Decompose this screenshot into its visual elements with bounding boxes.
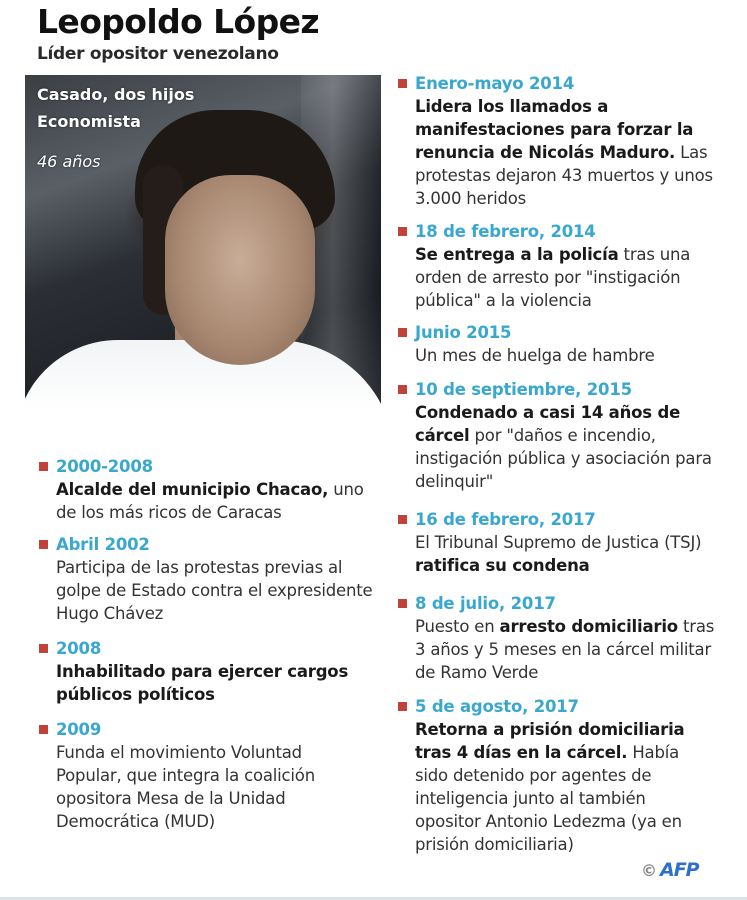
bullet-square-icon	[398, 328, 407, 337]
timeline-event	[415, 220, 727, 312]
event-description: El Tribunal Supremo de Justica (TSJ) ratifica su condena	[415, 533, 702, 575]
bullet-square-icon	[398, 227, 407, 236]
event-description: Inhabilitado para ejercer cargos públicos políticos	[56, 662, 349, 704]
bullet-square-icon	[39, 644, 48, 653]
timeline-event	[56, 533, 378, 625]
event-description: Retorna a prisión domiciliaria tras 4 días en la cárcel. Había sido detenido por agentes de inteligencia junto al también opositor Antonio Ledezma (ya en prisión domiciliaria)	[415, 720, 685, 854]
event-date: 8 de julio, 2017	[415, 592, 715, 615]
timeline-event	[415, 72, 715, 210]
age: 46 años	[37, 152, 101, 171]
event-description: Funda el movimiento Voluntad Popular, que integra la coalición opositora Mesa de la Unidad Democrática (MUD)	[56, 743, 315, 831]
event-description: Puesto en arresto domiciliario tras 3 años y 5 meses en la cárcel militar de Ramo Verde	[415, 617, 715, 682]
timeline-event	[56, 718, 366, 833]
profession: Economista	[37, 112, 141, 131]
event-date: 10 de septiembre, 2015	[415, 378, 733, 401]
bullet-square-icon	[398, 702, 407, 711]
bullet-square-icon	[398, 515, 407, 524]
bullet-square-icon	[39, 462, 48, 471]
timeline-event	[415, 378, 733, 493]
timeline-event	[415, 592, 715, 684]
event-date: Junio 2015	[415, 321, 727, 344]
marital-status: Casado, dos hijos	[37, 85, 195, 104]
timeline-event	[415, 695, 715, 856]
event-description: Lidera los llamados a manifestaciones para forzar la renuncia de Nicolás Maduro. Las protestas dejaron 43 muertos y unos 3.000 heridos	[415, 97, 713, 208]
event-date: Enero-mayo 2014	[415, 72, 715, 95]
bullet-square-icon	[39, 540, 48, 549]
event-date: 18 de febrero, 2014	[415, 220, 727, 243]
bullet-square-icon	[398, 385, 407, 394]
event-description: Participa de las protestas previas al golpe de Estado contra el expresidente Hugo Chávez	[56, 558, 373, 623]
page-subtitle: Líder opositor venezolano	[37, 44, 279, 64]
event-date: 5 de agosto, 2017	[415, 695, 715, 718]
timeline-event	[415, 321, 727, 367]
timeline-event	[56, 637, 376, 706]
photo-face	[165, 175, 315, 365]
bullet-square-icon	[39, 725, 48, 734]
event-date: Abril 2002	[56, 533, 378, 556]
event-date: 2008	[56, 637, 376, 660]
bullet-square-icon	[398, 79, 407, 88]
bullet-square-icon	[398, 599, 407, 608]
event-date: 16 de febrero, 2017	[415, 508, 720, 531]
event-date: 2000-2008	[56, 455, 386, 478]
page-title: Leopoldo López	[37, 2, 319, 41]
event-date: 2009	[56, 718, 366, 741]
event-description: Un mes de huelga de hambre	[415, 346, 655, 365]
afp-logo: AFP	[660, 859, 699, 881]
event-description: Alcalde del municipio Chacao, uno de los más ricos de Caracas	[56, 480, 364, 522]
timeline-event	[415, 508, 720, 577]
event-description: Condenado a casi 14 años de cárcel por "daños e incendio, instigación pública y asociación para delinquir"	[415, 403, 712, 491]
copyright-icon: ©	[641, 861, 657, 880]
timeline-event	[56, 455, 386, 524]
portrait-photo	[25, 75, 381, 440]
event-description: Se entrega a la policía tras una orden de arresto por "instigación pública" a la violencia	[415, 245, 691, 310]
